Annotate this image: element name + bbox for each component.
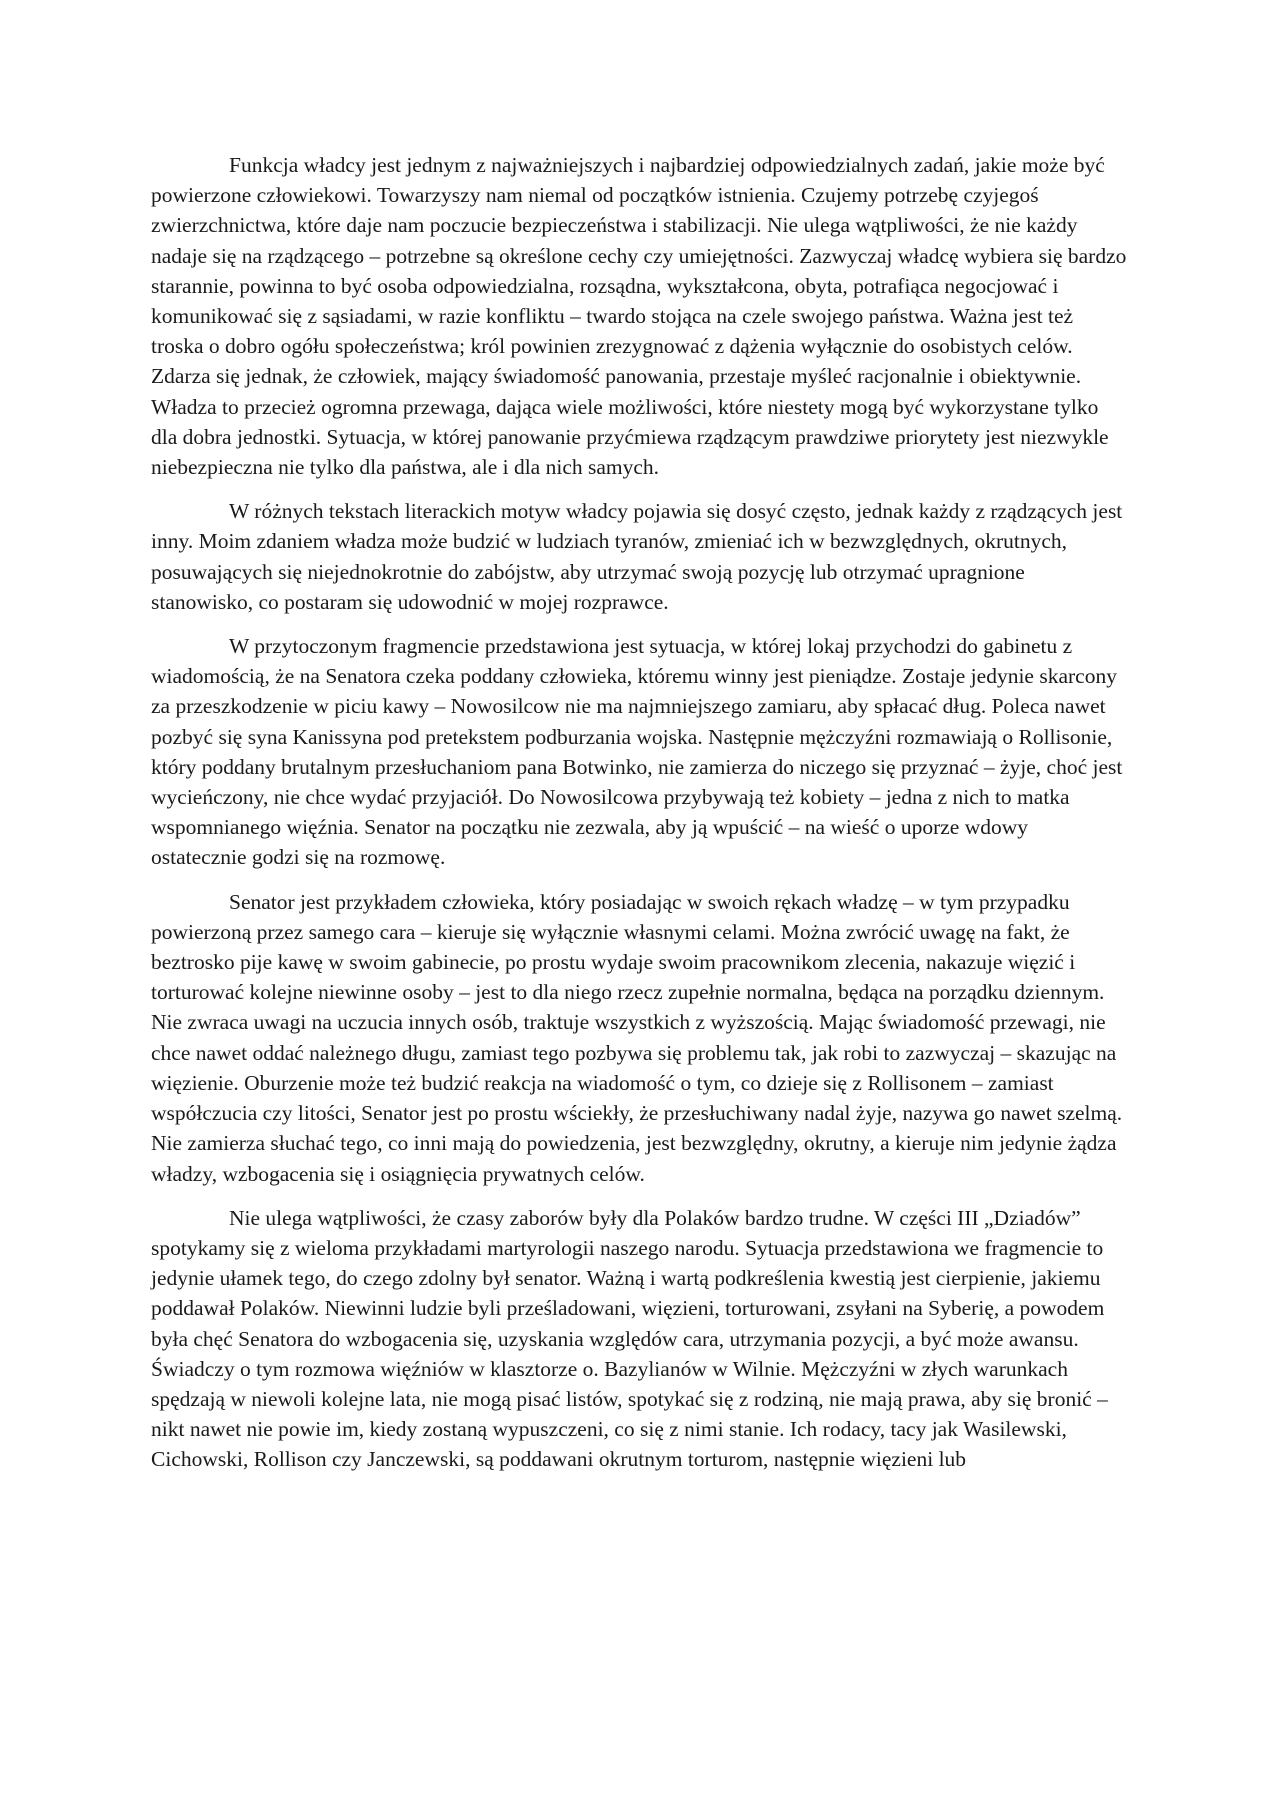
paragraph-1: Funkcja władcy jest jednym z najważniejszych i najbardziej odpowiedzialnych zadań, jakie może być powierzone człowiekowi. Towarzyszy nam niemal od początków istnienia. Czujemy potrzebę czyjegoś zwierzchnictwa, które daje nam poczucie bezpieczeństwa i stabilizacji. Nie ulega wątpliwości, że nie każdy nadaje się na rządzącego – potrzebne są określone cechy czy umiejętności. Zazwyczaj władcę wybiera się bardzo starannie, powinna to być osoba odpowiedzialna, rozsądna, wykształcona, obyta, potrafiąca negocjować i komunikować się z sąsiadami, w razie konfliktu – twardo stojąca na czele swojego państwa. Ważna jest też troska o dobro ogółu społeczeństwa; król powinien zrezygnować z dążenia wyłącznie do osobistych celów. Zdarza się jednak, że człowiek, mający świadomość panowania, przestaje myśleć racjonalnie i obiektywnie. Władza to przecież ogromna przewaga, dająca wiele możliwości, które niestety mogą być wykorzystane tylko dla dobra jednostki. Sytuacja, w której panowanie przyćmiewa rządzącym prawdziwe priorytety jest niezwykle niebezpieczna nie tylko dla państwa, ale i dla nich samych. <box>151 153 1127 480</box>
paragraph-2: W różnych tekstach literackich motyw władcy pojawia się dosyć często, jednak każdy z rządzących jest inny. Moim zdaniem władza może budzić w ludziach tyranów, zmieniać ich w bezwzględnych, okrutnych, posuwających się niejednokrotnie do zabójstw, aby utrzymać swoją pozycję lub otrzymać upragnione stanowisko, co postaram się udowodnić w mojej rozprawce. <box>151 499 1123 614</box>
paragraph-4: Senator jest przykładem człowieka, który posiadając w swoich rękach władzę – w tym przypadku powierzoną przez samego cara – kieruje się wyłącznie własnymi celami. Można zwrócić uwagę na fakt, że beztrosko pije kawę w swoim gabinecie, po prostu wydaje swoim pracownikom zlecenia, nakazuje więzić i torturować kolejne niewinne osoby – jest to dla niego rzecz zupełnie normalna, będąca na porządku dziennym. Nie zwraca uwagi na uczucia innych osób, traktuje wszystkich z wyższością. Mając świadomość przewagi, nie chce nawet oddać należnego długu, zamiast tego pozbywa się problemu tak, jak robi to zazwyczaj – skazując na więzienie. Oburzenie może też budzić reakcja na wiadomość o tym, co dzieje się z Rollisonem – zamiast współczucia czy litości, Senator jest po prostu wściekły, że przesłuchiwany nadal żyje, nazywa go nawet szelmą. Nie zamierza słuchać tego, co inni mają do powiedzenia, jest bezwzględny, okrutny, a kieruje nim jedynie żądza władzy, wzbogacenia się i osiągnięcia prywatnych celów. <box>151 889 1123 1186</box>
document-body <box>151 150 1127 1489</box>
paragraph-5: Nie ulega wątpliwości, że czasy zaborów były dla Polaków bardzo trudne. W części III „Dziadów” spotykamy się z wieloma przykładami martyrologii naszego narodu. Sytuacja przedstawiona we fragmencie to jedynie ułamek tego, do czego zdolny był senator. Ważną i wartą podkreślenia kwestią jest cierpienie, jakiemu poddawał Polaków. Niewinni ludzie byli prześladowani, więzieni, torturowani, zsyłani na Syberię, a powodem była chęć Senatora do wzbogacenia się, uzyskania względów cara, utrzymania pozycji, a być może awansu. Świadczy o tym rozmowa więźniów w klasztorze o. Bazylianów w Wilnie. Mężczyźni w złych warunkach spędzają w niewoli kolejne lata, nie mogą pisać listów, spotykać się z rodziną, nie mają prawa, aby się bronić – nikt nawet nie powie im, kiedy zostaną wypuszczeni, co się z nimi stanie. Ich rodacy, tacy jak Wasilewski, Cichowski, Rollison czy Janczewski, są poddawani okrutnym torturom, następnie więzieni lub <box>151 1205 1108 1472</box>
paragraph-3: W przytoczonym fragmencie przedstawiona jest sytuacja, w której lokaj przychodzi do gabinetu z wiadomością, że na Senatora czeka poddany człowieka, któremu winny jest pieniądze. Zostaje jedynie skarcony za przeszkodzenie w piciu kawy – Nowosilcow nie ma najmniejszego zamiaru, aby spłacać dług. Poleca nawet pozbyć się syna Kanissyna pod pretekstem podburzania wojska. Następnie mężczyźni rozmawiają o Rollisonie, który poddany brutalnym przesłuchaniom pana Botwinko, nie zamierza do niczego się przyznać – żyje, choć jest wycieńczony, nie chce wydać przyjaciół. Do Nowosilcowa przybywają też kobiety – jedna z nich to matka wspomnianego więźnia. Senator na początku nie zezwala, aby ją wpuścić – na wieść o uporze wdowy ostatecznie godzi się na rozmowę. <box>151 634 1123 870</box>
